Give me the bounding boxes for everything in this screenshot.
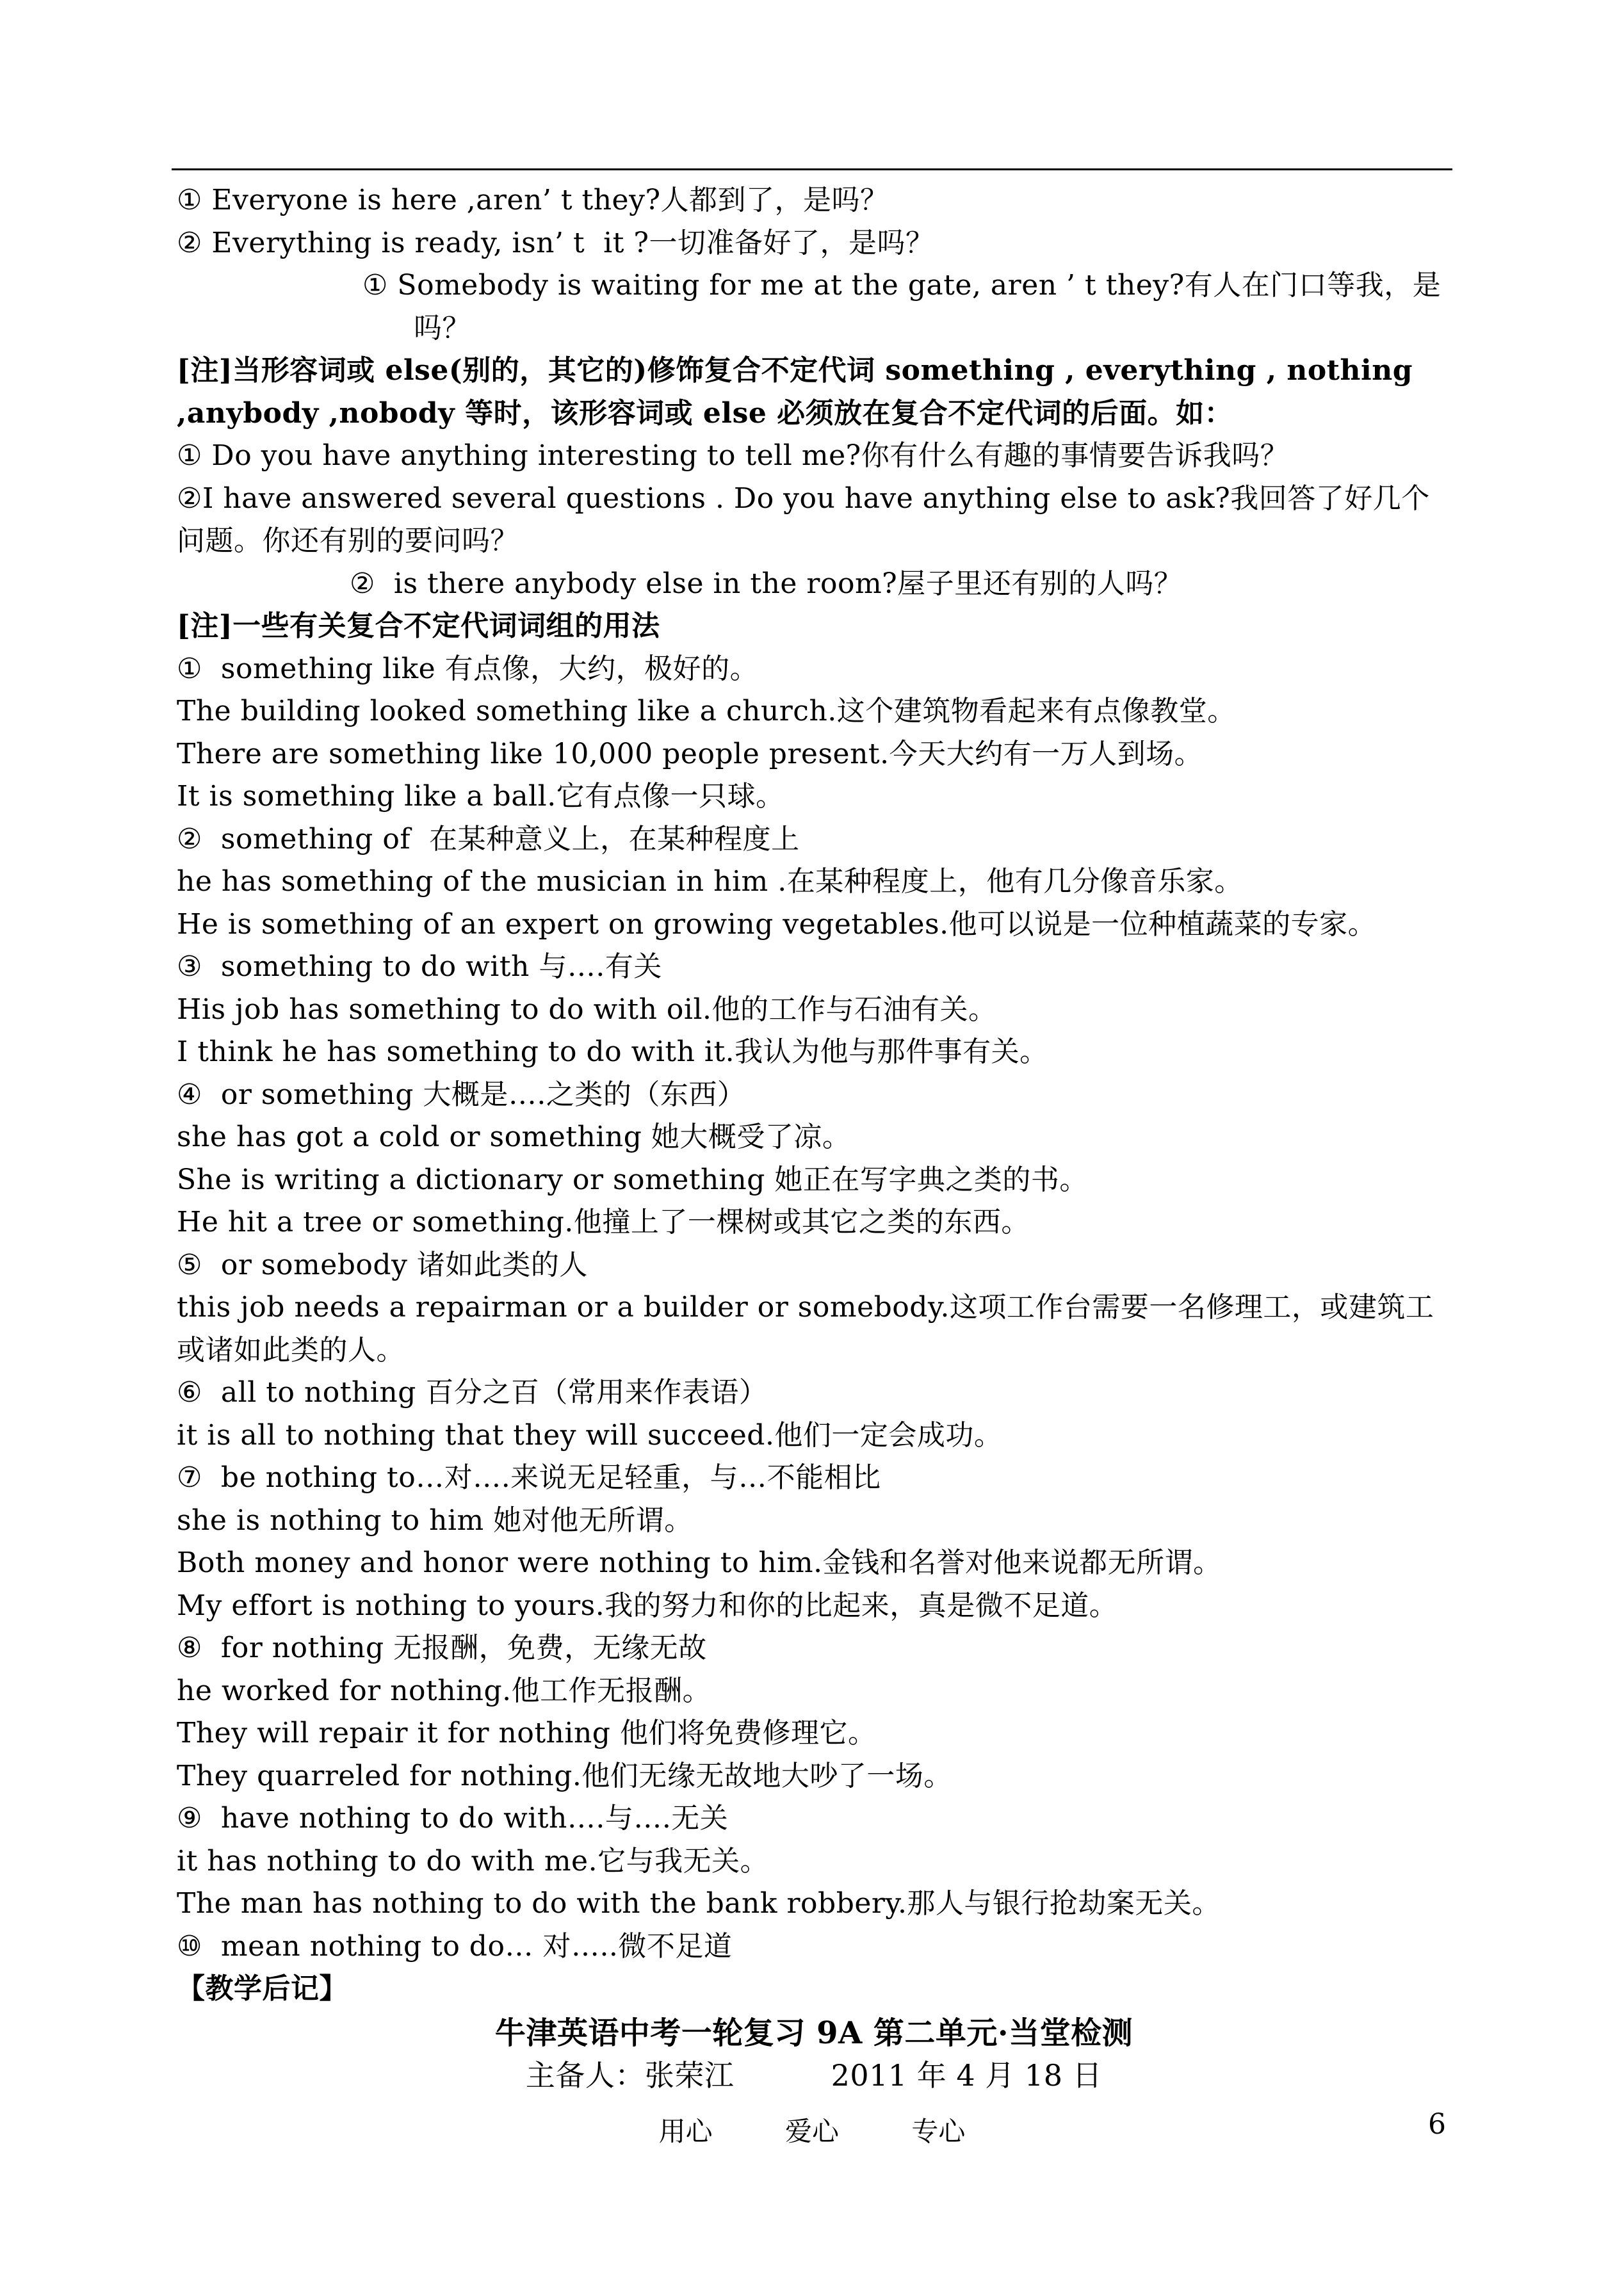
text-line: His job has something to do with oil.他的工作与石油有关。 [177, 993, 997, 1026]
text-line: It is something like a ball.它有点像一只球。 [177, 780, 784, 813]
text-line: ⑨ have nothing to do with….与….无关 [177, 1802, 729, 1835]
text-line: ②I have answered several questions . Do you have anything else to ask?我回答了好几个问题。你还有别的要问吗？ [177, 482, 1430, 557]
text-line: She is writing a dictionary or something 她正在写字典之类的书。 [177, 1163, 1088, 1196]
text-line: ② is there anybody else in the room?屋子里还有别的人吗？ [350, 567, 1183, 600]
page-number: 6 [1428, 2108, 1446, 2141]
footer-item: 爱心 [784, 2116, 839, 2147]
text-line: They quarreled for nothing.他们无缘无故地大吵了一场。 [177, 1759, 952, 1792]
document-body [177, 179, 1451, 2097]
text-line: They will repair it for nothing 他们将免费修理它。 [177, 1717, 877, 1749]
text-line: it is all to nothing that they will succeed.他们一定会成功。 [177, 1418, 1003, 1452]
page-footer [0, 2111, 1624, 2149]
text-line: ③ something to do with 与….有关 [177, 950, 662, 983]
text-line: ④ or something 大概是….之类的（东西） [177, 1078, 746, 1111]
note-line: [注]当形容词或 else(别的，其它的)修饰复合不定代词 something , everything , nothing ,anybody ,nobody 等时，该形容词或 else 必须放在复合不定代词的后面。如： [177, 354, 1413, 430]
note-line: [注]一些有关复合不定代词词组的用法 [177, 610, 660, 642]
text-line: ① Somebody is waiting for me at the gate, aren ’ t they?有人在门口等我，是吗？ [362, 269, 1441, 345]
text-line: The man has nothing to do with the bank robbery.那人与银行抢劫案无关。 [177, 1887, 1221, 1920]
text-line: he worked for nothing.他工作无报酬。 [177, 1674, 711, 1707]
footer-item: 专心 [911, 2116, 966, 2147]
teaching-notes-label: 【教学后记】 [177, 1972, 348, 2005]
text-line: The building looked something like a church.这个建筑物看起来有点像教堂。 [177, 695, 1236, 727]
text-line: ⑤ or somebody 诸如此类的人 [177, 1248, 588, 1281]
footer-item: 用心 [658, 2116, 713, 2147]
section-title: 牛津英语中考一轮复习 9A 第二单元·当堂检测 [494, 2015, 1133, 2051]
text-line: she has got a cold or something 她大概受了凉。 [177, 1121, 851, 1153]
text-line: ① Do you have anything interesting to tell me?你有什么有趣的事情要告诉我吗？ [177, 439, 1289, 472]
text-line: ① something like 有点像，大约，极好的。 [177, 652, 759, 685]
text-line: she is nothing to him 她对他无所谓。 [177, 1504, 693, 1537]
text-line: He is something of an expert on growing vegetables.他可以说是一位种植蔬菜的专家。 [177, 907, 1377, 941]
text-line: There are something like 10,000 people present.今天大约有一万人到场。 [177, 737, 1203, 770]
text-line: My effort is nothing to yours.我的努力和你的比起来，真是微不足道。 [177, 1589, 1118, 1622]
text-line: Both money and honor were nothing to him.金钱和名誉对他来说都无所谓。 [177, 1546, 1222, 1579]
text-line: ⑦ be nothing to…对….来说无足轻重，与…不能相比 [177, 1461, 881, 1494]
text-line: ② Everything is ready, isn’ t it ?一切准备好了，是吗？ [177, 226, 934, 259]
author-line: 主备人：张荣江 2011 年 4 月 18 日 [525, 2058, 1103, 2093]
text-line: it has nothing to do with me.它与我无关。 [177, 1844, 769, 1877]
text-line: he has something of the musician in him .在某种程度上，他有几分像音乐家。 [177, 865, 1243, 898]
text-line: ① Everyone is here ,aren’ t they?人都到了，是吗？ [177, 184, 889, 216]
text-line: this job needs a repairman or a builder or somebody.这项工作台需要一名修理工，或建筑工或诸如此类的人。 [177, 1291, 1434, 1366]
text-line: ⑥ all to nothing 百分之百（常用来作表语） [177, 1376, 768, 1409]
text-line: He hit a tree or something.他撞上了一棵树或其它之类的东西。 [177, 1206, 1030, 1238]
text-line: I think he has something to do with it.我认为他与那件事有关。 [177, 1035, 1048, 1068]
text-line: ⑧ for nothing 无报酬，免费，无缘无故 [177, 1632, 707, 1664]
header-rule [172, 168, 1452, 170]
text-line: ② something of 在某种意义上，在某种程度上 [177, 822, 800, 856]
text-line: ⑩ mean nothing to do… 对…..微不足道 [177, 1929, 733, 1963]
